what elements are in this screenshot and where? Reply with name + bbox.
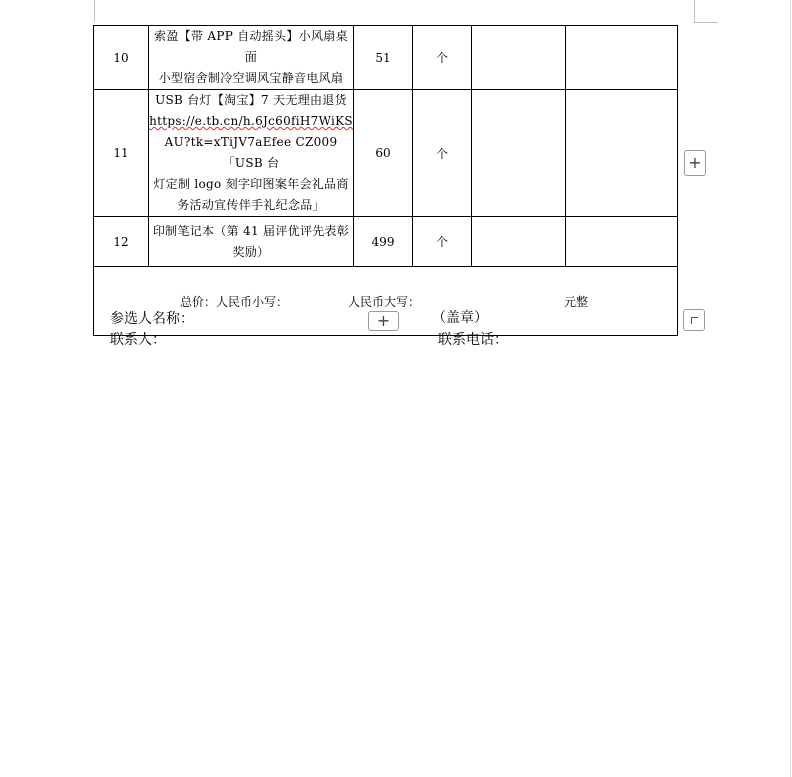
quantity-cell[interactable]: 60 [354, 90, 413, 217]
quantity-cell[interactable]: 499 [354, 217, 413, 267]
contact-person-label: 联系人： [110, 332, 166, 348]
row-number[interactable]: 10 [94, 26, 149, 90]
description-line-url: https://e.tb.cn/h.6Jc60fiH7WiKS [149, 114, 353, 128]
description-line: 小型宿舍制冷空调风宝静音电风扇 [158, 71, 344, 85]
page-margin-marker-right [694, 0, 695, 22]
page-margin-marker-right-horizontal [694, 22, 718, 23]
item-description[interactable] [149, 26, 354, 90]
amount-cell[interactable] [566, 217, 678, 267]
table-row [94, 26, 678, 90]
total-uppercase-label: 人民币大写： [348, 295, 421, 309]
amount-cell[interactable] [566, 26, 678, 90]
unit-price-cell[interactable] [472, 90, 566, 217]
table-row [94, 217, 678, 267]
row-number[interactable]: 12 [94, 217, 149, 267]
description-line: 索盈【带 APP 自动摇头】小风扇桌面 [154, 29, 348, 64]
unit-price-cell[interactable] [472, 217, 566, 267]
unit-cell[interactable]: 个 [413, 26, 472, 90]
table-resize-handle[interactable] [683, 309, 705, 331]
description-line: 灯定制 logo 刻字印图案年会礼品商 [153, 177, 349, 191]
page-margin-marker-left [94, 0, 95, 22]
contact-phone-label: 联系电话： [438, 332, 508, 348]
amount-cell[interactable] [566, 90, 678, 217]
plus-icon: + [688, 153, 702, 172]
unit-cell[interactable]: 个 [413, 90, 472, 217]
description-line: USB 台灯【淘宝】7 天无理由退货 [155, 93, 347, 107]
page-right-edge [790, 0, 791, 777]
quantity-cell[interactable]: 51 [354, 26, 413, 90]
total-price-label: 总价：人民币小写： [180, 295, 289, 309]
corner-handle-icon [691, 317, 698, 324]
participant-name-label: 参选人名称： [110, 311, 194, 327]
add-column-button[interactable] [684, 150, 706, 176]
description-line: 奖励） [232, 244, 270, 259]
add-row-button[interactable] [368, 311, 399, 331]
yuan-suffix-label: 元整 [564, 295, 589, 309]
table-row [94, 90, 678, 217]
item-description[interactable] [149, 217, 354, 267]
row-number[interactable]: 11 [94, 90, 149, 217]
description-line: 务活动宣传伴手礼纪念品」 [177, 198, 325, 212]
quotation-table [93, 25, 678, 336]
stamp-label: （盖章） [432, 310, 488, 326]
description-line: AU?tk=xTiJV7aEfee CZ009 「USB 台 [164, 135, 338, 170]
unit-price-cell[interactable] [472, 26, 566, 90]
plus-icon: + [376, 311, 391, 330]
item-description[interactable] [149, 90, 354, 217]
description-line: 印制笔记本（第 41 届评优评先表彰 [152, 223, 350, 238]
unit-cell[interactable]: 个 [413, 217, 472, 267]
